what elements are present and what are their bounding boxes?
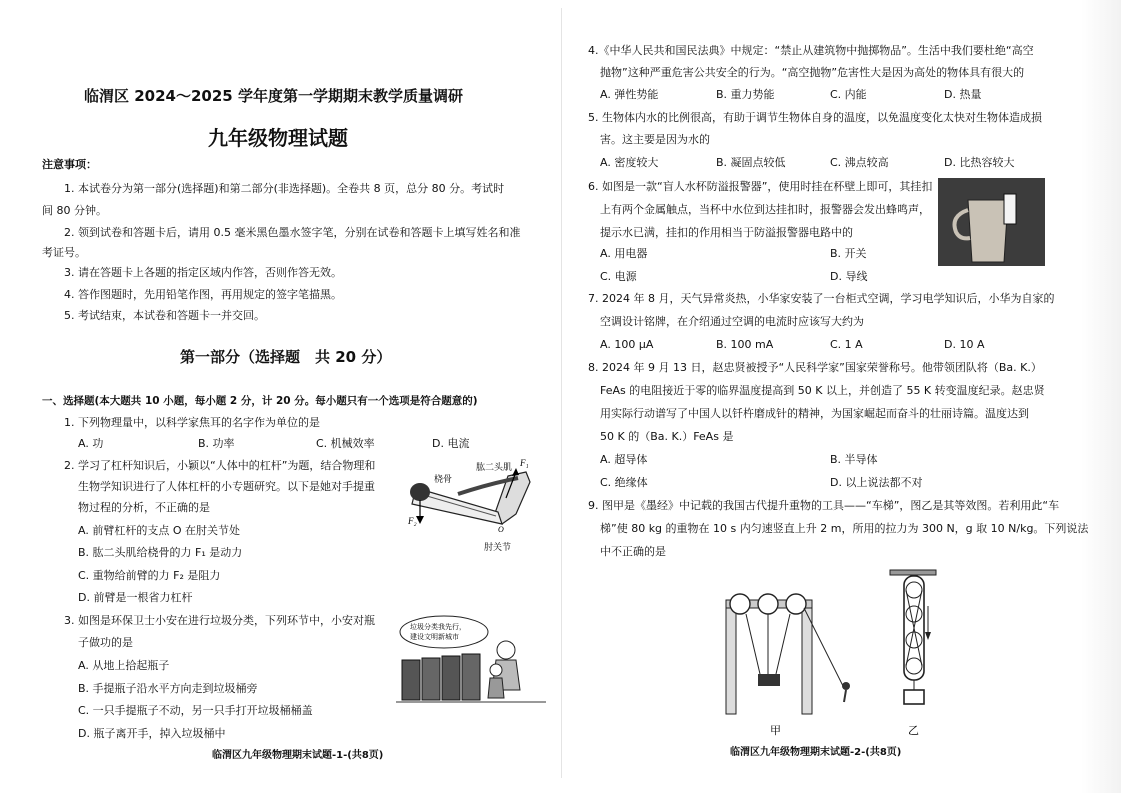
note-line: 1. 本试卷分为第一部分(选择题)和第二部分(非选择题)。全卷共 8 页，总分 80 分。考试时 bbox=[64, 182, 505, 195]
q7-option-a: A. 100 μA bbox=[600, 338, 654, 351]
q7-option-b: B. 100 mA bbox=[716, 338, 774, 351]
q3-option-a: A. 从地上拾起瓶子 bbox=[78, 659, 170, 672]
pulley-block-figure-yi bbox=[880, 566, 960, 738]
note-line: 5. 考试结束，本试卷和答题卡一并交回。 bbox=[64, 309, 265, 322]
q8-stem: FeAs 的电阻接近于零的临界温度提高到 50 K 以上，并创造了 55 K 转变温度纪录。赵忠贤 bbox=[600, 384, 1045, 397]
q2-option-a: A. 前臂杠杆的支点 O 在肘关节处 bbox=[78, 524, 240, 537]
hanging-weight bbox=[758, 674, 780, 686]
q2-option-c: C. 重物给前臂的力 F₂ 是阻力 bbox=[78, 569, 221, 582]
q4-stem: 4.《中华人民共和国民法典》中规定：“禁止从建筑物中抛掷物品”。生活中我们要杜绝“高空 bbox=[588, 44, 1034, 57]
q7-stem: 7. 2024 年 8 月，天气异常炎热，小华家安装了一台柜式空调，学习电学知识后，小华为自家的 bbox=[588, 292, 1055, 305]
cup-alarm-photo bbox=[938, 178, 1045, 266]
child-figure bbox=[488, 641, 520, 698]
q4-option-c: C. 内能 bbox=[830, 88, 867, 101]
fig-label-biceps: 肱二头肌 bbox=[476, 462, 513, 472]
q6-option-a: A. 用电器 bbox=[600, 247, 648, 260]
figure-label-jia: 甲 bbox=[770, 725, 781, 736]
q3-stem: 子做功的是 bbox=[78, 636, 133, 649]
q7-option-d: D. 10 A bbox=[944, 338, 985, 351]
fig-label-f2: F₂ bbox=[408, 516, 417, 526]
right-page-footer: 临渭区九年级物理期末试题-2-(共8页) bbox=[730, 747, 902, 758]
q6-option-c: C. 电源 bbox=[600, 270, 637, 283]
q3-stem: 3. 如图是环保卫士小安在进行垃圾分类，下列环节中，小安对瓶 bbox=[64, 614, 375, 627]
q2-stem: 2. 学习了杠杆知识后，小颖以“人体中的杠杆”为题，结合物理和 bbox=[64, 459, 376, 472]
worker-figure bbox=[842, 682, 850, 702]
q1-option-a: A. 功 bbox=[78, 437, 104, 450]
q8-option-c: C. 绝缘体 bbox=[600, 476, 648, 489]
cup-alarm-illustration bbox=[938, 178, 1045, 266]
q1-option-c: C. 机械效率 bbox=[316, 437, 375, 450]
garbage-bins bbox=[402, 654, 480, 700]
q8-option-a: A. 超导体 bbox=[600, 453, 648, 466]
q5-stem: 5. 生物体内水的比例很高，有助于调节生物体自身的温度，以免温度变化太快对生物体造成损 bbox=[588, 111, 1042, 124]
q4-option-b: B. 重力势能 bbox=[716, 88, 775, 101]
hook-and-weight bbox=[904, 680, 924, 704]
q8-option-b: B. 半导体 bbox=[830, 453, 878, 466]
bubble-text: 建设文明新城市 bbox=[410, 634, 459, 641]
q4-stem: 抛物”这种严重危害公共安全的行为。“高空抛物”危害性大是因为高处的物体具有很大的 bbox=[600, 66, 1025, 79]
q7-option-c: C. 1 A bbox=[830, 338, 863, 351]
section-intro: 一、选择题(本大题共 10 小题，每小题 2 分，计 20 分。每小题只有一个选项是符合题意的) bbox=[42, 395, 478, 407]
exam-title: 九年级物理试题 bbox=[208, 126, 348, 150]
q5-option-d: D. 比热容较大 bbox=[944, 156, 1015, 169]
q1-option-d: D. 电流 bbox=[432, 437, 470, 450]
q2-option-d: D. 前臂是一根省力杠杆 bbox=[78, 591, 193, 604]
weight-ball-shape bbox=[410, 483, 430, 501]
note-line: 3. 请在答题卡上各题的指定区域内作答，否则作答无效。 bbox=[64, 266, 342, 279]
q2-option-b: B. 肱二头肌给桡骨的力 F₁ 是动力 bbox=[78, 546, 243, 559]
note-line: 间 80 分钟。 bbox=[42, 204, 107, 217]
q8-stem: 50 K 的（Ba. K.）FeAs 是 bbox=[600, 430, 734, 443]
note-line: 考证号。 bbox=[42, 246, 86, 259]
fig-label-f1: F₁ bbox=[520, 458, 529, 468]
q6-stem: 6. 如图是一款“盲人水杯防溢报警器”，使用时挂在杯壁上即可，其挂扣 bbox=[588, 180, 933, 193]
bubble-text: 垃圾分类我先行， bbox=[410, 624, 466, 631]
frame-posts bbox=[726, 600, 812, 714]
q7-stem: 空调设计铭牌，在介绍通过空调的电流时应该写大约为 bbox=[600, 315, 864, 328]
q9-stem: 中不正确的是 bbox=[600, 545, 666, 558]
q8-stem: 8. 2024 年 9 月 13 日，赵忠贤被授予“人民科学家”国家荣誉称号。他带领团队将（Ba. K.） bbox=[588, 361, 1042, 374]
left-page-footer: 临渭区九年级物理期末试题-1-(共8页) bbox=[212, 750, 384, 761]
q6-option-d: D. 导线 bbox=[830, 270, 868, 283]
fig-label-elbow: 肘关节 bbox=[484, 542, 512, 552]
q5-stem: 害。这主要是因为水的 bbox=[600, 133, 710, 146]
q3-option-b: B. 手提瓶子沿水平方向走到垃圾桶旁 bbox=[78, 682, 258, 695]
pulley-wheels bbox=[730, 594, 806, 614]
q8-option-d: D. 以上说法都不对 bbox=[830, 476, 923, 489]
fig-label-o: O bbox=[498, 525, 504, 534]
speech-bubble bbox=[400, 616, 488, 648]
q5-option-c: C. 沸点较高 bbox=[830, 156, 889, 169]
note-line: 4. 答作图题时，先用铅笔作图，再用规定的签字笔描黑。 bbox=[64, 288, 342, 301]
fig-label-radius: 桡骨 bbox=[434, 474, 453, 484]
q9-stem: 梯”使 80 kg 的重物在 10 s 内匀速竖直上升 2 m，所用的拉力为 300 N，g 取 10 N/kg。下列说法 bbox=[600, 522, 1089, 535]
q1-option-b: B. 功率 bbox=[198, 437, 235, 450]
q6-stem: 上有两个金属触点，当杯中水位到达挂扣时，报警器会发出蜂鸣声， bbox=[600, 203, 930, 216]
arm-lever-figure bbox=[398, 454, 548, 554]
ceiling-mount bbox=[890, 570, 936, 575]
q8-stem: 用实际行动谱写了中国人以钎杵磨成针的精神，为国家崛起而奋斗的壮丽诗篇。温度达到 bbox=[600, 407, 1029, 420]
q9-stem: 9. 图甲是《墨经》中记载的我国古代提升重物的工具——“车梯”，图乙是其等效图。若利用此“车 bbox=[588, 499, 1060, 512]
pull-arrow bbox=[925, 606, 931, 640]
figure-label-yi: 乙 bbox=[908, 725, 919, 737]
cart-ladder-figure-jia bbox=[716, 588, 866, 736]
q2-stem: 生物学知识进行了人体杠杆的小专题研究。以下是她对手提重 bbox=[78, 480, 375, 493]
q3-option-d: D. 瓶子离开手，掉入垃圾桶中 bbox=[78, 727, 226, 740]
q6-stem: 提示水已满，挂扣的作用相当于防溢报警器电路中的 bbox=[600, 226, 853, 239]
q5-option-b: B. 凝固点较低 bbox=[716, 156, 786, 169]
section-title: 第一部分（选择题 共 20 分） bbox=[180, 348, 392, 366]
q2-stem: 物过程的分析，不正确的是 bbox=[78, 501, 210, 514]
garbage-sorting-figure bbox=[396, 614, 548, 714]
q1-stem: 1. 下列物理量中，以科学家焦耳的名字作为单位的是 bbox=[64, 416, 320, 429]
q4-option-a: A. 弹性势能 bbox=[600, 88, 659, 101]
note-line: 2. 领到试卷和答题卡后，请用 0.5 毫米黑色墨水签字笔，分别在试卷和答题卡上填写姓名和准 bbox=[64, 226, 521, 239]
notes-title: 注意事项： bbox=[42, 158, 97, 171]
q6-option-b: B. 开关 bbox=[830, 247, 867, 260]
q4-option-d: D. 热量 bbox=[944, 88, 982, 101]
q3-option-c: C. 一只手提瓶子不动，另一只手打开垃圾桶桶盖 bbox=[78, 704, 313, 717]
exam-header: 临渭区 2024～2025 学年度第一学期期末教学质量调研 bbox=[84, 87, 463, 105]
pulley-block bbox=[904, 576, 924, 680]
page-divider bbox=[561, 8, 562, 778]
q5-option-a: A. 密度较大 bbox=[600, 156, 659, 169]
page-edge-shadow bbox=[1081, 0, 1121, 793]
